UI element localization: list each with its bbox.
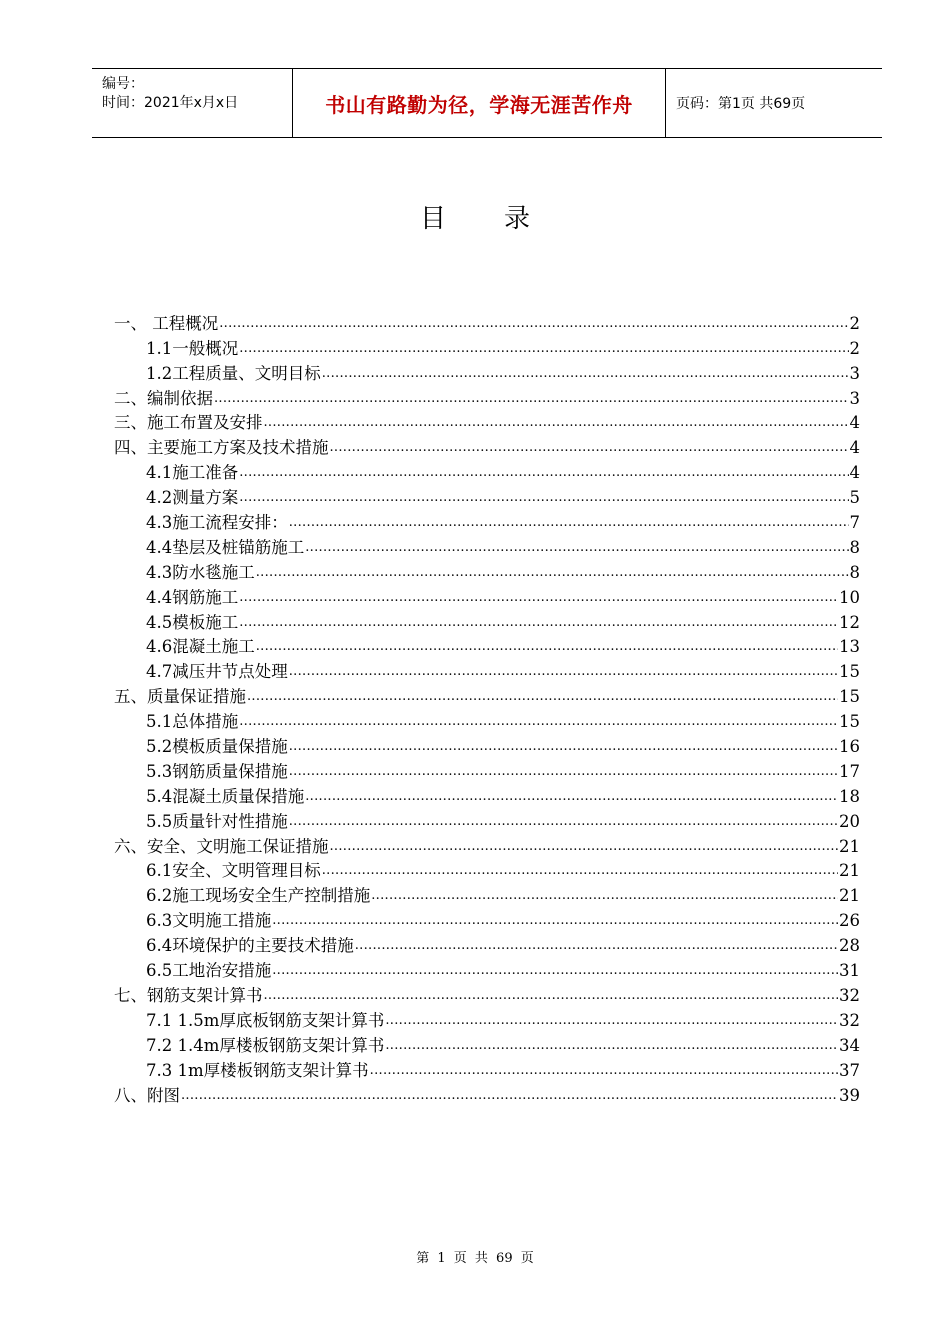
toc-entry[interactable] <box>114 433 860 458</box>
header-page-info: 页码：第1页 共69页 <box>676 96 806 112</box>
toc-entry-label: 6.5工地治安措施 <box>146 961 272 981</box>
toc-entry-label: 八、附图 <box>114 1085 180 1105</box>
toc-entry-label: 1.2工程质量、文明目标 <box>146 363 321 383</box>
toc-entry[interactable] <box>114 508 860 533</box>
toc-dot-leader <box>239 339 848 359</box>
toc-entry-label: 二、编制依据 <box>114 388 213 408</box>
document-code-label: 编号： <box>102 76 144 92</box>
toc-dot-leader <box>219 314 848 334</box>
toc-entry[interactable] <box>114 906 860 931</box>
toc-dot-leader <box>322 861 838 881</box>
toc-dot-leader <box>305 787 838 807</box>
page-header <box>92 68 882 138</box>
toc-entry-page: 37 <box>839 1060 860 1080</box>
toc-entry-page: 32 <box>839 985 860 1005</box>
toc-entry[interactable] <box>114 782 860 807</box>
toc-dot-leader <box>239 488 848 508</box>
toc-entry[interactable] <box>114 732 860 757</box>
toc-entry[interactable] <box>114 1006 860 1031</box>
toc-dot-leader <box>305 538 848 558</box>
document-time: 时间：2021年x月x日 <box>102 95 239 111</box>
toc-entry[interactable] <box>114 483 860 508</box>
toc-dot-leader <box>256 563 849 583</box>
toc-entry[interactable] <box>114 1056 860 1081</box>
toc-dot-leader <box>239 712 838 732</box>
toc-entry-label: 4.1施工准备 <box>146 463 239 483</box>
toc-entry[interactable] <box>114 1031 860 1056</box>
toc-entry-page: 8 <box>849 562 860 582</box>
toc-entry[interactable] <box>114 857 860 882</box>
toc-entry[interactable] <box>114 409 860 434</box>
toc-entry[interactable] <box>114 956 860 981</box>
toc-entry-label: 6.2施工现场安全生产控制措施 <box>146 886 371 906</box>
toc-dot-leader <box>264 413 849 433</box>
toc-entry-page: 15 <box>839 712 860 732</box>
toc-entry-page: 3 <box>849 388 860 408</box>
toc-entry-label: 4.3防水毯施工 <box>146 562 255 582</box>
toc-dot-leader <box>272 961 838 981</box>
toc-dot-leader <box>330 837 839 857</box>
toc-dot-leader <box>289 513 849 533</box>
toc-entry-label: 4.2测量方案 <box>146 488 239 508</box>
toc-dot-leader <box>322 364 849 384</box>
toc-entry-label: 5.2模板质量保措施 <box>146 737 288 757</box>
toc-entry[interactable] <box>114 359 860 384</box>
header-motto-cell <box>293 69 666 137</box>
toc-dot-leader <box>385 1036 838 1056</box>
toc-entry-label: 5.1总体措施 <box>146 712 239 732</box>
toc-entry-label: 4.5模板施工 <box>146 612 239 632</box>
toc-entry-label: 4.4钢筋施工 <box>146 587 239 607</box>
toc-entry[interactable] <box>114 1081 860 1106</box>
toc-entry[interactable] <box>114 807 860 832</box>
toc-entry-page: 31 <box>839 961 860 981</box>
toc-entry[interactable] <box>114 757 860 782</box>
toc-dot-leader <box>239 588 838 608</box>
toc-entry-page: 10 <box>839 587 860 607</box>
header-meta-cell <box>92 69 293 137</box>
toc-entry-page: 17 <box>839 761 860 781</box>
toc-entry-label: 一、 工程概况 <box>114 313 219 333</box>
toc-dot-leader <box>385 1011 838 1031</box>
toc-entry-page: 16 <box>839 737 860 757</box>
toc-entry-page: 20 <box>839 811 860 831</box>
toc-entry-page: 32 <box>839 1010 860 1030</box>
toc-dot-leader <box>289 662 838 682</box>
toc-entry[interactable] <box>114 309 860 334</box>
toc-entry[interactable] <box>114 881 860 906</box>
toc-entry-label: 五、质量保证措施 <box>114 687 246 707</box>
toc-dot-leader <box>256 637 838 657</box>
toc-entry-page: 5 <box>849 488 860 508</box>
toc-entry-page: 12 <box>839 612 860 632</box>
toc-entry-page: 21 <box>839 886 860 906</box>
toc-entry-page: 4 <box>849 463 860 483</box>
toc-entry-label: 5.5质量针对性措施 <box>146 811 288 831</box>
toc-dot-leader <box>214 389 849 409</box>
table-of-contents <box>114 309 860 1106</box>
toc-dot-leader <box>289 737 838 757</box>
header-motto: 书山有路勤为径，学海无涯苦作舟 <box>325 92 633 117</box>
toc-dot-leader <box>289 812 838 832</box>
toc-entry-page: 8 <box>849 537 860 557</box>
toc-entry-page: 4 <box>849 438 860 458</box>
toc-entry-label: 7.2 1.4m厚楼板钢筋支架计算书 <box>146 1035 385 1055</box>
toc-entry[interactable] <box>114 458 860 483</box>
toc-entry-label: 6.4环境保护的主要技术措施 <box>146 936 354 956</box>
toc-entry-label: 6.3文明施工措施 <box>146 911 272 931</box>
toc-dot-leader <box>239 463 848 483</box>
toc-dot-leader <box>330 438 849 458</box>
toc-dot-leader <box>370 1061 838 1081</box>
toc-entry-label: 4.3施工流程安排： <box>146 513 288 533</box>
toc-entry[interactable] <box>114 832 860 857</box>
page-title: 目录 <box>419 204 588 234</box>
toc-dot-leader <box>247 687 838 707</box>
toc-dot-leader <box>371 886 838 906</box>
toc-entry-page: 18 <box>839 786 860 806</box>
toc-dot-leader <box>272 911 838 931</box>
toc-entry-page: 7 <box>849 513 860 533</box>
toc-entry-page: 21 <box>839 836 860 856</box>
toc-entry-page: 34 <box>839 1035 860 1055</box>
toc-entry[interactable] <box>114 981 860 1006</box>
toc-entry-page: 13 <box>839 637 860 657</box>
page-footer: 第 1 页 共 69 页 <box>416 1251 534 1266</box>
toc-entry-label: 6.1安全、文明管理目标 <box>146 861 321 881</box>
toc-dot-leader <box>239 613 838 633</box>
toc-entry-label: 四、主要施工方案及技术措施 <box>114 438 329 458</box>
toc-dot-leader <box>264 986 839 1006</box>
toc-entry-page: 3 <box>849 363 860 383</box>
toc-dot-leader <box>355 936 838 956</box>
toc-entry-label: 4.6混凝土施工 <box>146 637 255 657</box>
toc-entry-label: 七、钢筋支架计算书 <box>114 985 263 1005</box>
toc-entry-label: 7.3 1m厚楼板钢筋支架计算书 <box>146 1060 369 1080</box>
toc-entry[interactable] <box>114 931 860 956</box>
toc-entry-label: 1.1一般概况 <box>146 338 239 358</box>
toc-entry-page: 39 <box>839 1085 860 1105</box>
toc-entry[interactable] <box>114 533 860 558</box>
toc-entry-page: 21 <box>839 861 860 881</box>
toc-dot-leader <box>289 762 838 782</box>
toc-entry-label: 4.4垫层及桩锚筋施工 <box>146 537 305 557</box>
toc-entry[interactable] <box>114 608 860 633</box>
toc-entry-label: 4.7减压井节点处理 <box>146 662 288 682</box>
toc-entry-page: 26 <box>839 911 860 931</box>
header-page-cell <box>666 69 882 137</box>
toc-dot-leader <box>181 1086 838 1106</box>
toc-entry-page: 4 <box>849 413 860 433</box>
toc-entry-label: 5.3钢筋质量保措施 <box>146 761 288 781</box>
toc-entry-page: 2 <box>849 338 860 358</box>
toc-entry[interactable] <box>114 707 860 732</box>
toc-entry-page: 15 <box>839 662 860 682</box>
toc-entry[interactable] <box>114 633 860 658</box>
toc-entry[interactable] <box>114 384 860 409</box>
toc-entry-page: 15 <box>839 687 860 707</box>
toc-entry-page: 2 <box>849 313 860 333</box>
toc-entry-label: 5.4混凝土质量保措施 <box>146 786 305 806</box>
toc-entry[interactable] <box>114 682 860 707</box>
toc-entry[interactable] <box>114 583 860 608</box>
toc-entry-label: 六、安全、文明施工保证措施 <box>114 836 329 856</box>
toc-entry-page: 28 <box>839 936 860 956</box>
toc-entry[interactable] <box>114 657 860 682</box>
toc-entry[interactable] <box>114 558 860 583</box>
toc-entry-label: 三、施工布置及安排 <box>114 413 263 433</box>
toc-entry[interactable] <box>114 334 860 359</box>
toc-entry-label: 7.1 1.5m厚底板钢筋支架计算书 <box>146 1010 385 1030</box>
